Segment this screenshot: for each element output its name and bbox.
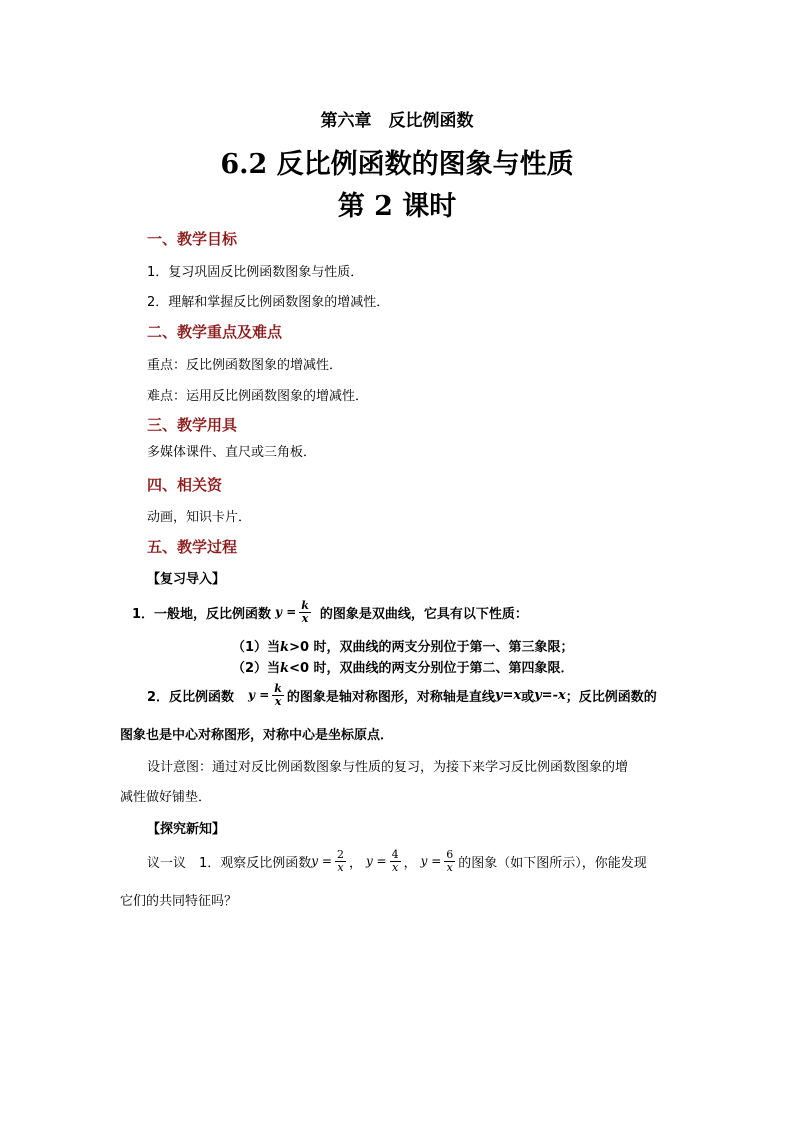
formula-y-equals: y = (365, 854, 387, 868)
fraction-denominator: x (301, 611, 309, 625)
fraction-numerator: 6 (446, 847, 454, 861)
fraction-k-over-x (299, 600, 311, 625)
review-para-1-pre: 1．一般地，反比例函数 (132, 606, 272, 622)
review-para-2-line-2: 图象也是中心对称图形，对称中心是坐标原点． (120, 728, 394, 743)
property-positive-k (232, 636, 574, 655)
fraction-numerator: 2 (336, 847, 344, 861)
fraction-denominator: x (446, 860, 453, 874)
review-para-2 (147, 679, 657, 711)
section-key-points: 二、教学重点及难点 (147, 323, 283, 341)
equation-y-eq-neg-x: y=-x (534, 687, 566, 703)
fraction-numerator: 4 (391, 847, 399, 861)
chapter-heading: 第六章 反比例函数 (320, 111, 474, 131)
review-para-1 (132, 596, 528, 628)
section-process: 五、教学过程 (147, 538, 238, 556)
review-para-2-pre: 2．反比例函数 (147, 689, 235, 705)
tools-text: 多媒体课件、直尺或三角板． (147, 445, 317, 460)
formula-y-equals: y = (311, 854, 332, 868)
review-heading: 【复习导入】 (147, 572, 226, 587)
resources-text: 动画，知识卡片． (147, 510, 252, 525)
lesson-title: 6.2 反比例函数的图象与性质 (220, 149, 574, 180)
fraction-2-over-x (335, 849, 346, 874)
fraction-numerator: k (274, 681, 282, 695)
variable-k: k (280, 640, 290, 655)
objective-item-1: 1．复习巩固反比例函数图象与性质． (147, 265, 364, 280)
lesson-subtitle: 第 2 课时 (337, 191, 457, 222)
explore-question-post: 的图象（如下图所示），你能发现 (458, 855, 647, 871)
explore-question-pre: 议一议 1．观察反比例函数 (147, 855, 312, 871)
variable-k: k (280, 661, 290, 676)
review-para-2-mid: 的图象是轴对称图形，对称轴是直线 (286, 689, 495, 705)
key-point: 重点：反比例函数图象的增减性． (147, 358, 343, 373)
formula-y-equals: y = (248, 688, 270, 702)
property-a-pre: （1）当 (232, 640, 281, 655)
formula-y-equals: y = (275, 605, 297, 619)
fraction-k-over-x (272, 683, 284, 708)
formula-y-equals: y = (420, 854, 442, 868)
section-tools: 三、教学用具 (147, 416, 238, 434)
property-a-post: >0 时，双曲线的两支分别位于第一、第三象限； (289, 640, 574, 655)
difficult-point: 难点：运用反比例函数图象的增减性． (147, 389, 369, 404)
fraction-6-over-x (444, 849, 455, 874)
review-para-2-or: 或 (521, 689, 535, 705)
fraction-denominator: x (274, 694, 282, 708)
fraction-4-over-x (390, 849, 401, 874)
review-para-2-post: ；反比例函数的 (565, 689, 657, 705)
fraction-numerator: k (301, 598, 309, 612)
review-para-1-post: 的图象是双曲线，它具有以下性质： (319, 606, 528, 622)
fraction-denominator: x (337, 860, 344, 874)
separator: ， (403, 855, 417, 871)
design-intent-line-2: 减性做好铺垫． (120, 790, 212, 805)
explore-question (147, 844, 647, 878)
property-b-post: <0 时，双曲线的两支分别位于第二、第四象限． (289, 661, 574, 676)
explore-heading: 【探究新知】 (147, 822, 226, 837)
property-b-pre: （2）当 (232, 661, 281, 676)
design-intent-line-1: 设计意图：通过对反比例函数图象与性质的复习，为接下来学习反比例函数图象的增 (147, 760, 629, 775)
property-negative-k (232, 657, 574, 676)
section-objectives: 一、教学目标 (147, 230, 238, 248)
objective-item-2: 2．理解和掌握反比例函数图象的增减性． (147, 295, 390, 310)
equation-y-eq-x: y=x (494, 687, 522, 703)
section-resources: 四、相关资 (147, 476, 223, 494)
explore-question-line-2: 它们的共同特征吗？ (120, 894, 238, 909)
fraction-denominator: x (392, 860, 399, 874)
separator: ， (348, 855, 362, 871)
